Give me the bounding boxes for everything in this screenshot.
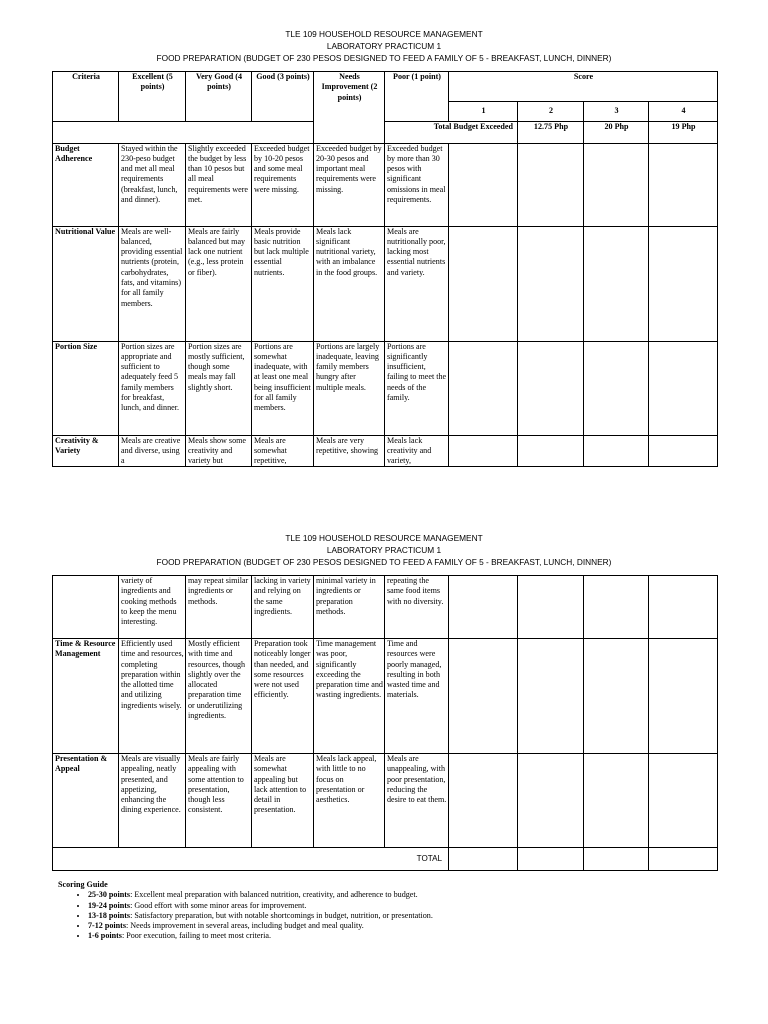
course-title: TLE 109 HOUSEHOLD RESOURCE MANAGEMENT xyxy=(285,29,483,39)
row-nutritional-value xyxy=(53,226,718,341)
score-cell[interactable] xyxy=(649,754,718,848)
activity-title: FOOD PREPARATION (BUDGET OF 230 PESOS DESIGNED TO FEED A FAMILY OF 5 - BREAKFAST, LUNCH, DINNER) xyxy=(156,53,612,63)
criteria-header: Criteria xyxy=(53,72,119,122)
good-cell: Portions are somewhat inadequate, with at least one meal being insufficient for all family members. xyxy=(252,341,314,435)
very-good-cell: Meals show some creativity and variety but xyxy=(186,435,252,467)
very-good-cell: Mostly efficient with time and resources, though slightly over the allocated preparation time or underutilizing ingredients. xyxy=(186,639,252,754)
practicum-title: LABORATORY PRACTICUM 1 xyxy=(326,41,442,51)
score-description: : Satisfactory preparation, but with notable shortcomings in budget, nutrition, or presentation. xyxy=(130,910,433,920)
rubric-table-page2 xyxy=(52,575,718,871)
budget-value-3: 19 Php xyxy=(649,122,718,144)
score-cell[interactable] xyxy=(584,576,649,639)
score-cell[interactable] xyxy=(518,576,584,639)
practicum-title: LABORATORY PRACTICUM 1 xyxy=(326,545,442,555)
score-range: 19-24 points xyxy=(88,900,131,910)
scoring-guide-item xyxy=(88,931,738,941)
score-col-1: 1 xyxy=(449,102,518,122)
excellent-cell: Stayed within the 230-peso budget and met all meal requirements (breakfast, lunch, and dinner). xyxy=(119,143,186,226)
scoring-guide-item xyxy=(88,921,738,931)
poor-cell: Meals are nutritionally poor, lacking most essential nutrients and variety. xyxy=(385,226,449,341)
good-cell: Exceeded budget by 10-20 pesos and some meal requirements were missing. xyxy=(252,143,314,226)
row-time-resource-management xyxy=(53,639,718,754)
needs-improvement-header: Needs Improvement (2 points) xyxy=(314,72,385,144)
very-good-header: Very Good (4 points) xyxy=(186,72,252,122)
needs-improvement-cell: Portions are largely inadequate, leaving family members hungry after multiple meals. xyxy=(314,341,385,435)
score-cell[interactable] xyxy=(649,576,718,639)
score-header: Score xyxy=(449,72,718,102)
score-cell[interactable] xyxy=(518,639,584,754)
score-cell[interactable] xyxy=(518,754,584,848)
score-range: 13-18 points xyxy=(88,910,131,920)
score-col-3: 3 xyxy=(584,102,649,122)
needs-improvement-cell: minimal variety in ingredients or preparation methods. xyxy=(314,576,385,639)
score-cell[interactable] xyxy=(449,435,518,467)
total-score-cell[interactable] xyxy=(518,848,584,871)
score-col-2: 2 xyxy=(518,102,584,122)
score-cell[interactable] xyxy=(518,226,584,341)
score-cell[interactable] xyxy=(449,226,518,341)
criteria-cell: Time & Resource Management xyxy=(53,639,119,754)
budget-spacer xyxy=(53,122,314,144)
very-good-cell: Portion sizes are mostly sufficient, though some meals may fall slightly short. xyxy=(186,341,252,435)
budget-value-1: 12.75 Php xyxy=(518,122,584,144)
score-range: 1-6 points xyxy=(88,931,122,941)
total-budget-exceeded-label: Total Budget Exceeded xyxy=(385,122,518,144)
criteria-cell: Nutritional Value xyxy=(53,226,119,341)
score-cell[interactable] xyxy=(449,639,518,754)
very-good-cell: Meals are fairly appealing with some attention to presentation, though less consistent. xyxy=(186,754,252,848)
score-description: : Excellent meal preparation with balanced nutrition, creativity, and adherence to budget. xyxy=(130,890,418,900)
needs-improvement-cell: Meals are very repetitive, showing xyxy=(314,435,385,467)
score-cell[interactable] xyxy=(518,341,584,435)
excellent-cell: Meals are creative and diverse, using a xyxy=(119,435,186,467)
score-cell[interactable] xyxy=(449,341,518,435)
needs-improvement-cell: Time management was poor, significantly exceeding the preparation time and wasting ingredients. xyxy=(314,639,385,754)
score-cell[interactable] xyxy=(649,435,718,467)
poor-cell: Portions are significantly insufficient, failing to meet the needs of the family. xyxy=(385,341,449,435)
score-description: : Good effort with some minor areas for improvement. xyxy=(130,900,307,910)
criteria-cell xyxy=(53,576,119,639)
course-title: TLE 109 HOUSEHOLD RESOURCE MANAGEMENT xyxy=(285,533,483,543)
score-range: 7-12 points xyxy=(88,921,127,931)
score-cell[interactable] xyxy=(449,576,518,639)
total-score-cell[interactable] xyxy=(584,848,649,871)
scoring-guide-item xyxy=(88,911,738,921)
excellent-cell: Efficiently used time and resources, completing preparation within the allotted time and utilizing ingredients wisely. xyxy=(119,639,186,754)
scoring-guide-title: Scoring Guide xyxy=(58,880,108,889)
needs-improvement-cell: Meals lack significant nutritional variety, with an imbalance in the food groups. xyxy=(314,226,385,341)
row-portion-size xyxy=(53,341,718,435)
very-good-cell: Meals are fairly balanced but may lack one nutrient (e.g., less protein or fiber). xyxy=(186,226,252,341)
score-cell[interactable] xyxy=(584,143,649,226)
very-good-cell: Slightly exceeded the budget by less than 10 pesos but all meal requirements were met. xyxy=(186,143,252,226)
excellent-header: Excellent (5 points) xyxy=(119,72,186,122)
row-creativity-variety xyxy=(53,435,718,467)
score-cell[interactable] xyxy=(449,143,518,226)
page1-header xyxy=(0,28,768,64)
excellent-cell: Meals are visually appealing, neatly presented, and appetizing, enhancing the dining experience. xyxy=(119,754,186,848)
good-cell: Preparation took noticeably longer than needed, and some resources were not used efficiently. xyxy=(252,639,314,754)
scoring-guide-item xyxy=(88,901,738,911)
score-col-4: 4 xyxy=(649,102,718,122)
total-score-cell[interactable] xyxy=(449,848,518,871)
page2-header xyxy=(0,532,768,568)
poor-cell: Meals lack creativity and variety, xyxy=(385,435,449,467)
excellent-cell: variety of ingredients and cooking methods to keep the menu interesting. xyxy=(119,576,186,639)
score-cell[interactable] xyxy=(649,226,718,341)
row-presentation-appeal xyxy=(53,754,718,848)
good-cell: Meals are somewhat appealing but lack attention to detail in presentation. xyxy=(252,754,314,848)
criteria-cell: Presentation & Appeal xyxy=(53,754,119,848)
rubric-table-page1 xyxy=(52,71,718,467)
score-cell[interactable] xyxy=(649,639,718,754)
criteria-cell: Creativity & Variety xyxy=(53,435,119,467)
scoring-guide-item xyxy=(88,890,738,900)
scoring-guide-list xyxy=(58,890,738,941)
criteria-cell: Budget Adherence xyxy=(53,143,119,226)
score-cell[interactable] xyxy=(518,435,584,467)
good-cell: Meals are somewhat repetitive, xyxy=(252,435,314,467)
needs-improvement-cell: Meals lack appeal, with little to no focus on presentation or aesthetics. xyxy=(314,754,385,848)
score-cell[interactable] xyxy=(449,754,518,848)
score-cell[interactable] xyxy=(649,143,718,226)
very-good-cell: may repeat similar ingredients or methods. xyxy=(186,576,252,639)
score-cell[interactable] xyxy=(584,639,649,754)
total-label: TOTAL xyxy=(53,848,449,871)
poor-cell: Meals are unappealing, with poor presentation, reducing the desire to eat them. xyxy=(385,754,449,848)
score-description: : Poor execution, failing to meet most criteria. xyxy=(121,931,271,941)
row-creativity-variety-cont xyxy=(53,576,718,639)
score-cell[interactable] xyxy=(584,341,649,435)
poor-header: Poor (1 point) xyxy=(385,72,449,122)
excellent-cell: Meals are well-balanced, providing essential nutrients (protein, carbohydrates, fats, and vitamins) for all family members. xyxy=(119,226,186,341)
score-cell[interactable] xyxy=(584,754,649,848)
scoring-guide xyxy=(58,880,738,942)
row-budget-adherence xyxy=(53,143,718,226)
activity-title: FOOD PREPARATION (BUDGET OF 230 PESOS DESIGNED TO FEED A FAMILY OF 5 - BREAKFAST, LUNCH, DINNER) xyxy=(156,557,612,567)
criteria-cell: Portion Size xyxy=(53,341,119,435)
score-cell[interactable] xyxy=(649,341,718,435)
poor-cell: repeating the same food items with no diversity. xyxy=(385,576,449,639)
total-score-cell[interactable] xyxy=(649,848,718,871)
score-range: 25-30 points xyxy=(88,890,131,900)
score-description: : Needs improvement in several areas, including budget and meal quality. xyxy=(126,921,364,931)
good-cell: Meals provide basic nutrition but lack multiple essential nutrients. xyxy=(252,226,314,341)
needs-improvement-cell: Exceeded budget by 20-30 pesos and important meal requirements were missing. xyxy=(314,143,385,226)
excellent-cell: Portion sizes are appropriate and sufficient to adequately feed 5 family members for breakfast, lunch, and dinner. xyxy=(119,341,186,435)
poor-cell: Exceeded budget by more than 30 pesos with significant omissions in meal requirements. xyxy=(385,143,449,226)
score-cell[interactable] xyxy=(584,226,649,341)
score-cell[interactable] xyxy=(584,435,649,467)
poor-cell: Time and resources were poorly managed, resulting in both wasted time and materials. xyxy=(385,639,449,754)
good-header: Good (3 points) xyxy=(252,72,314,122)
good-cell: lacking in variety and relying on the same ingredients. xyxy=(252,576,314,639)
score-cell[interactable] xyxy=(518,143,584,226)
row-total xyxy=(53,848,718,871)
budget-value-2: 20 Php xyxy=(584,122,649,144)
